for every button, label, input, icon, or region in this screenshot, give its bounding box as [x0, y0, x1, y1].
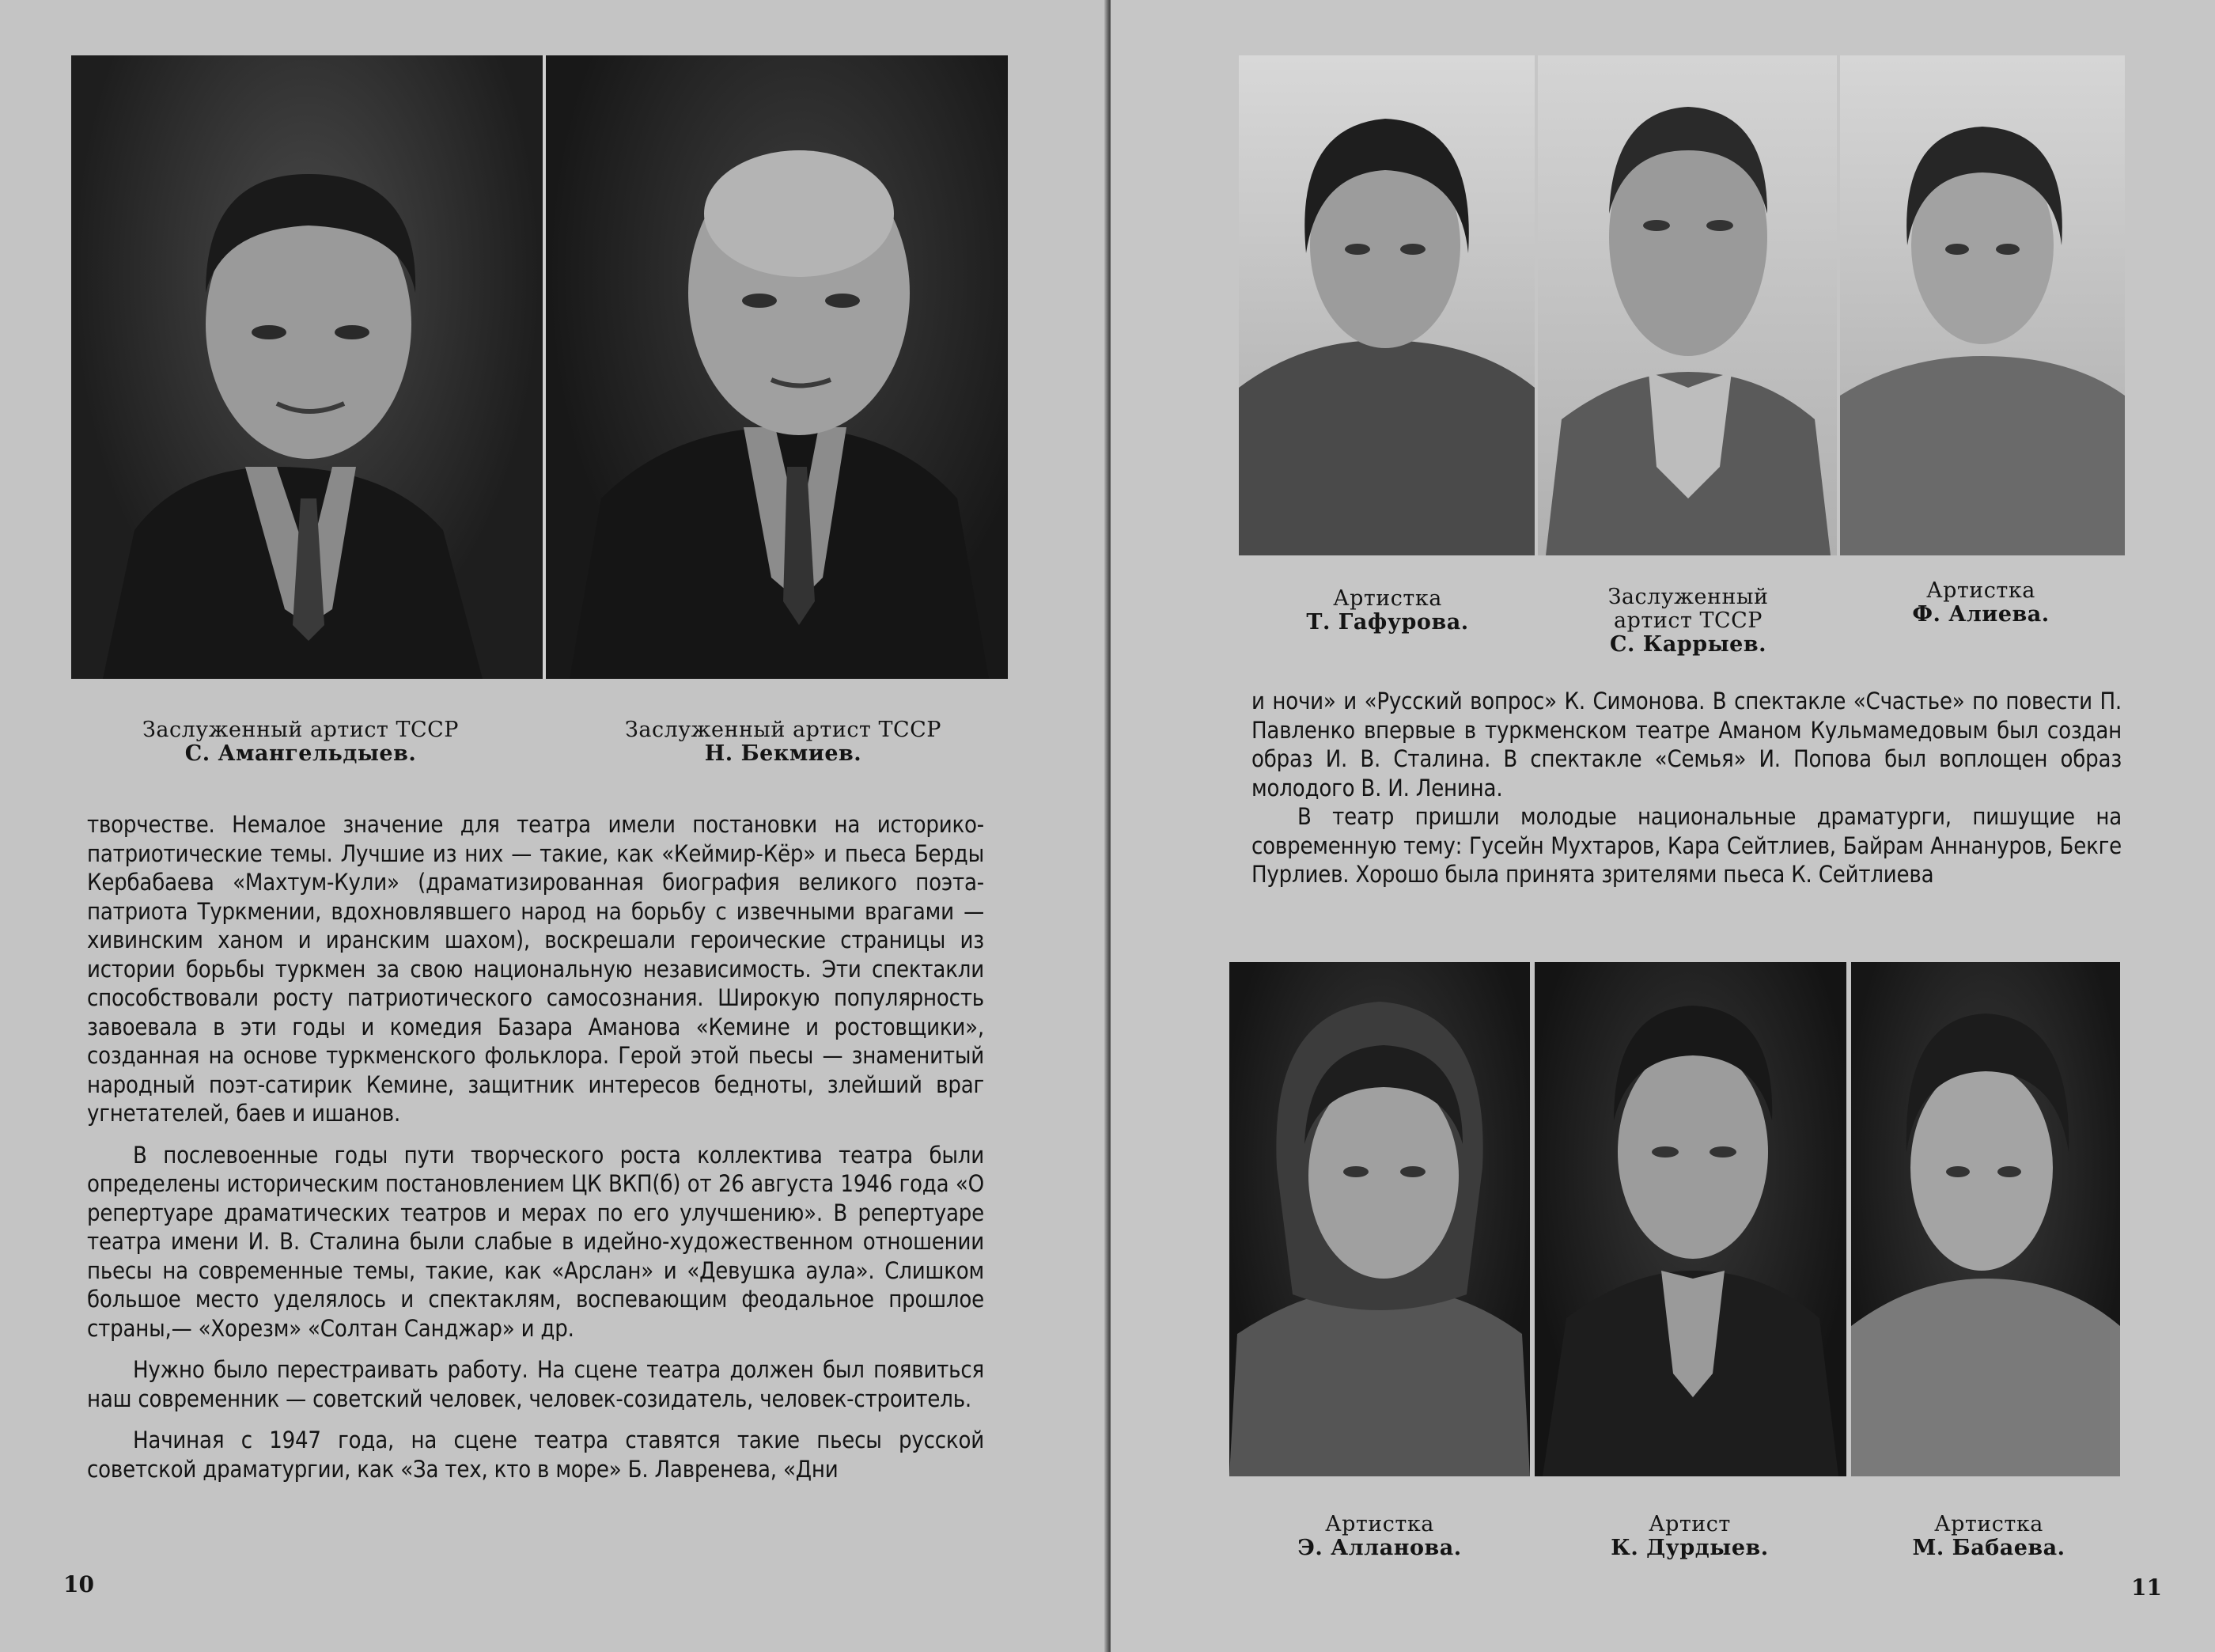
- paragraph: Начиная с 1947 года, на сцене театра ставятся такие пьесы русской советской драматургии, как «За тех, кто в море» Б. Лавренева, «Дни: [87, 1427, 984, 1483]
- photo-caption-durdyev: [1563, 1513, 1816, 1560]
- caption-name: К. Дурдыев.: [1611, 1536, 1769, 1560]
- portrait-figure: [1239, 55, 1535, 555]
- paragraph: В послевоенные годы пути творческого роста коллектива театра были определены историческим постановлением ЦК ВКП(б) от 26 августа 1946 года «О репертуаре драматических театров и мерах по его улучшению». В репертуаре театра имени И. В. Сталина были слабые в идейно-художественном отношении пьесы на современные темы, такие, как «Арслан» и «Девушка аула». Слишком большое место уделялось и спектаклям, воспевающим феодальное прошлое страны,— «Хорезм» «Солтан Санджар» и др.: [87, 1141, 984, 1342]
- portrait-photo-gafurova: [1239, 55, 1535, 555]
- photo-caption-gafurova: [1261, 587, 1514, 635]
- portrait-photo-allanova: [1229, 962, 1530, 1476]
- portrait-figure: [71, 55, 543, 679]
- portrait-photo-alieva: [1840, 55, 2125, 555]
- caption-name: С. Амангельдыев.: [184, 741, 417, 766]
- caption-title: Артист: [1649, 1512, 1731, 1536]
- right-page: [1111, 0, 2215, 1652]
- page-number: 10: [63, 1571, 94, 1597]
- caption-title: Артистка: [1926, 578, 2035, 603]
- photo-caption-alieva: [1854, 579, 2107, 627]
- caption-title: Заслуженный: [1607, 585, 1769, 609]
- caption-title: Заслуженный артист ТССР: [625, 718, 941, 742]
- page-number: 11: [2131, 1574, 2162, 1601]
- caption-name: С. Каррыев.: [1609, 632, 1766, 657]
- portrait-photo-bekmiev: [546, 55, 1008, 679]
- caption-title: Артистка: [1325, 1512, 1434, 1536]
- caption-name: Э. Алланова.: [1297, 1536, 1462, 1560]
- portrait-photo-amangeldyev: [71, 55, 543, 679]
- paragraph: и ночи» и «Русский вопрос» К. Симонова. В спектакле «Счастье» по повести П. Павленко впервые в туркменском театре Аманом Кульмамедовым был создан образ И. В. Сталина. В спектакле «Семья» И. Попова был воплощен образ молодого В. И. Ленина.: [1251, 688, 2122, 801]
- caption-title: Артистка: [1333, 586, 1442, 611]
- photo-caption-amangeldyev: [95, 718, 506, 766]
- photo-caption-babaeva: [1862, 1513, 2115, 1560]
- caption-name: Ф. Алиева.: [1912, 602, 2050, 627]
- caption-title: Артистка: [1934, 1512, 2043, 1536]
- portrait-figure: [1229, 962, 1530, 1476]
- caption-name: Н. Бекмиев.: [704, 741, 862, 766]
- portrait-figure: [1538, 55, 1837, 555]
- caption-title: Заслуженный артист ТССР: [142, 718, 459, 742]
- caption-name: Т. Гафурова.: [1306, 610, 1469, 635]
- portrait-figure: [546, 55, 1008, 679]
- photo-caption-bekmiev: [577, 718, 989, 766]
- portrait-figure: [1840, 55, 2125, 555]
- left-body-text: [87, 810, 984, 1483]
- caption-name: М. Бабаева.: [1912, 1536, 2065, 1560]
- paragraph: В театр пришли молодые национальные драматурги, пишущие на современную тему: Гусейн Мухтаров, Кара Сейтлиев, Байрам Аннануров, Бекге Пурлиев. Хорошо была принята зрителями пьеса К. Сейтлиева: [1251, 803, 2122, 888]
- portrait-photo-karryev: [1538, 55, 1837, 555]
- photo-caption-allanova: [1253, 1513, 1506, 1560]
- portrait-figure: [1851, 962, 2120, 1476]
- photo-caption-karryev: [1562, 585, 1815, 657]
- caption-title: артист ТССР: [1614, 608, 1763, 633]
- portrait-photo-durdyev: [1535, 962, 1846, 1476]
- right-body-text: [1251, 687, 2122, 889]
- portrait-photo-babaeva: [1851, 962, 2120, 1476]
- portrait-figure: [1535, 962, 1846, 1476]
- paragraph: Нужно было перестраивать работу. На сцене театра должен был появиться наш современник — советский человек, человек-созидатель, человек-строитель.: [87, 1356, 984, 1412]
- paragraph: творчестве. Немалое значение для театра имели постановки на историко-патриотические темы. Лучшие из них — такие, как «Кеймир-Кёр» и пьеса Берды Кербабаева «Махтум-Кули» (драматизированная биография великого поэта-патриота Туркмении, вдохновлявшего народ на борьбу с извечными врагами — хивинским ханом и иранским шахом), воскрешали героические страницы из истории борьбы туркмен за свою национальную независимость. Эти спектакли способствовали росту патриотического самосознания. Широкую популярность завоевала в эти годы и комедия Базара Аманова «Кемине и ростовщики», созданная на основе туркменского фольклора. Герой этой пьесы — знаменитый народный поэт-сатирик Кемине, защитник интересов бедноты, злейший враг угнетателей, баев и ишанов.: [87, 811, 984, 1127]
